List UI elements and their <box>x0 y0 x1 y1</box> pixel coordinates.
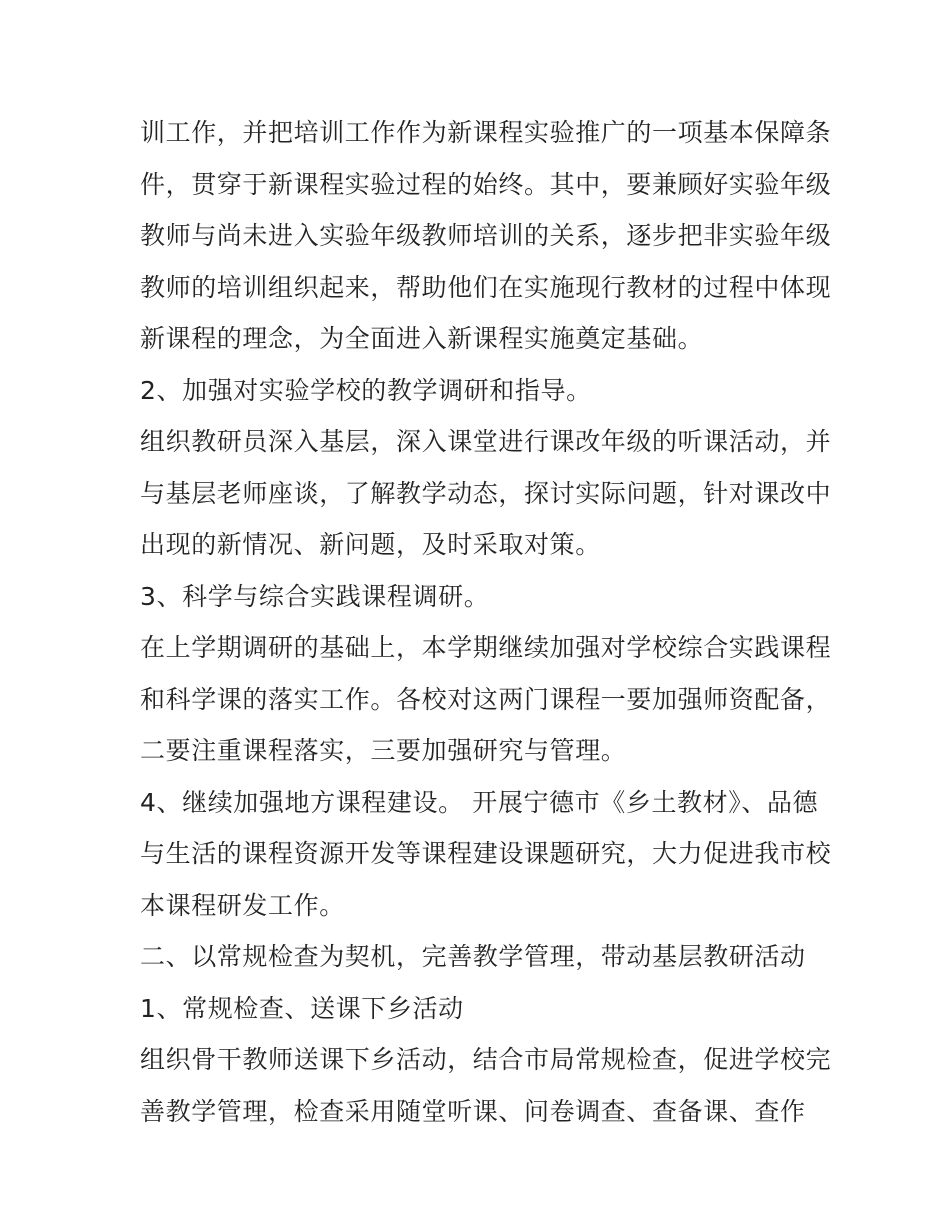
text-line: 在上学期调研的基础上，本学期继续加强对学校综合实践课程 <box>140 633 832 662</box>
document-body <box>140 107 832 1137</box>
section-heading: 2、加强对实验学校的教学调研和指导。 <box>140 375 592 405</box>
text-line: 二要注重课程落实，三要加强研究与管理。 <box>140 736 627 765</box>
text-line: 与基层老师座谈，了解教学动态，探讨实际问题，针对课改中 <box>140 478 832 508</box>
text-line: 教师与尚未进入实验年级教师培训的关系，逐步把非实验年级 <box>140 221 832 250</box>
section-heading: 二、以常规检查为契机，完善教学管理，带动基层教研活动 <box>140 942 806 971</box>
text-line: 件，贯穿于新课程实验过程的始终。其中，要兼顾好实验年级 <box>140 169 832 199</box>
text-line: 教师的培训组织起来，帮助他们在实施现行教材的过程中体现 <box>140 272 832 302</box>
text-line: 与生活的课程资源开发等课程建设课题研究，大力促进我市校 <box>140 839 832 868</box>
section-heading: 4、继续加强地方课程建设。 开展宁德市《乡土教材》、品德 <box>140 787 819 817</box>
text-line: 善教学管理，检查采用随堂听课、问卷调查、查备课、查作 <box>140 1096 806 1126</box>
text-line: 组织骨干教师送课下乡活动，结合市局常规检查，促进学校完 <box>140 1045 832 1074</box>
text-line: 出现的新情况、新问题，及时采取对策。 <box>140 530 601 559</box>
text-line: 新课程的理念，为全面进入新课程实施奠定基础。 <box>140 324 704 353</box>
text-line: 和科学课的落实工作。各校对这两门课程一要加强师资配备， <box>140 684 832 714</box>
text-line: 组织教研员深入基层，深入课堂进行课改年级的听课活动，并 <box>140 427 832 456</box>
text-line: 本课程研发工作。 <box>140 890 345 920</box>
section-heading: 1、常规检查、送课下乡活动 <box>140 993 464 1023</box>
text-line: 训工作，并把培训工作作为新课程实验推广的一项基本保障条 <box>140 118 832 147</box>
section-heading: 3、科学与综合实践课程调研。 <box>140 581 490 611</box>
